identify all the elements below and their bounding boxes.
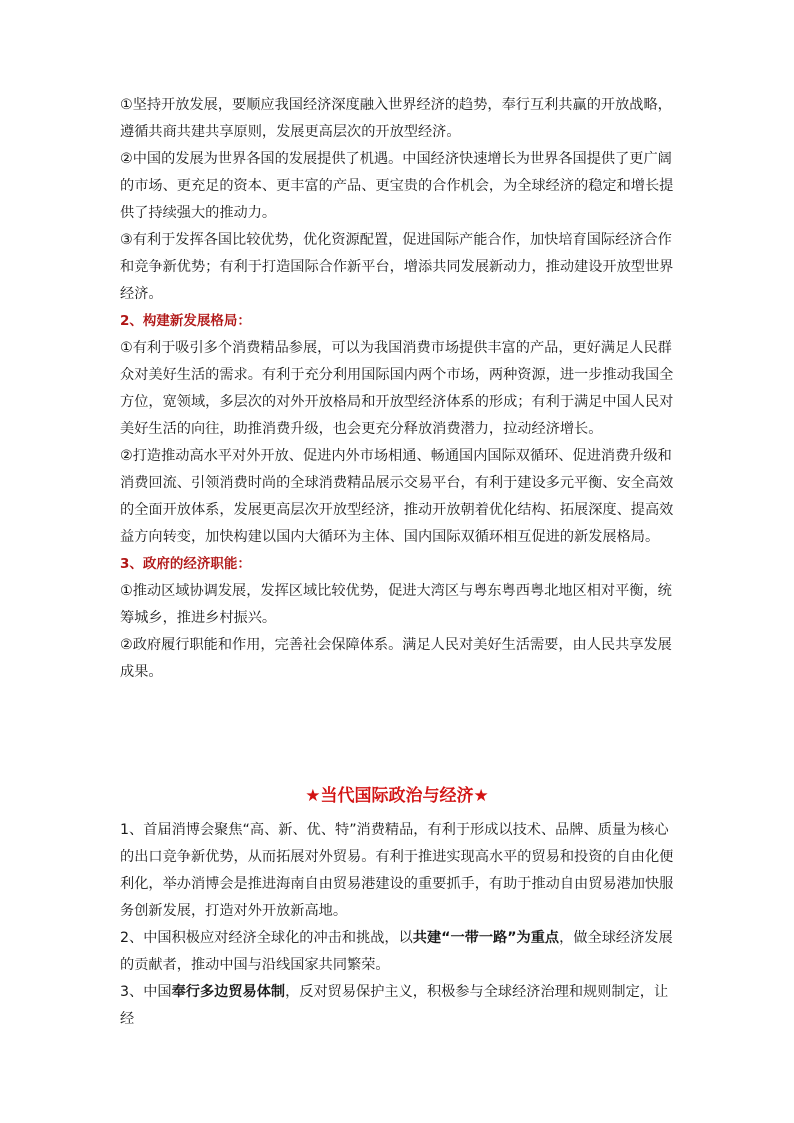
text: 2、中国积极应对经济全球化的冲击和挑战，以 — [120, 930, 413, 946]
paragraph-4: ①有利于吸引多个消费精品参展，可以为我国消费市场提供丰富的产品，更好满足人民群众对美好生活的需求。有利于充分利用国际国内两个市场，两种资源，进一步推动我国全方位，宽领域，多层次的对外开放格局和开放型经济体系的形成；有利于满足中国人民对美好生活的向往，助推消费升级，也会更充分释放消费潜力，拉动经济增长。 — [120, 340, 674, 437]
bold-text: 奉行多边贸易体制 — [171, 984, 286, 1000]
paragraph-7: ②政府履行职能和作用，完善社会保障体系。满足人民对美好生活需要，由人民共享发展成果。 — [120, 637, 672, 680]
heading-government-economic-functions: 3、政府的经济职能： — [120, 556, 251, 572]
paragraph-10 — [120, 979, 680, 1033]
paragraph-1: ①坚持开放发展，要顺应我国经济深度融入世界经济的趋势，奉行互利共赢的开放战略，遵循共商共建共享原则，发展更高层次的开放型经济。 — [120, 97, 672, 140]
section-international-economics — [120, 817, 680, 1033]
paragraph-8: 1、首届消博会聚焦“高、新、优、特”消费精品，有利于形成以技术、品牌、质量为核心的出口竞争新优势，从而拓展对外贸易。有利于推进实现高水平的贸易和投资的自由化便利化，举办消博会是推进海南自由贸易港建设的重要抓手，有助于推动自由贸易港加快服务创新发展，打造对外开放新高地。 — [120, 822, 674, 919]
paragraph-9 — [120, 925, 680, 979]
star-icon: ★ — [305, 786, 321, 806]
star-icon: ★ — [473, 786, 489, 806]
text: 3、中国 — [120, 984, 172, 1000]
text: ，做全球经济发展的贡献者，推动中国与沿线国家共同繁荣。 — [120, 930, 673, 973]
section-title-text: 当代国际政治与经济 — [320, 786, 474, 806]
paragraph-2: ②中国的发展为世界各国的发展提供了机遇。中国经济快速增长为世界各国提供了更广阔的市场、更充足的资本、更丰富的产品、更宝贵的合作机会，为全球经济的稳定和增长提供了持续强大的推动力。 — [120, 151, 674, 221]
heading-new-development-pattern: 2、构建新发展格局： — [120, 313, 251, 329]
text: ，反对贸易保护主义，积极参与全球经济治理和规则制定，让经 — [120, 984, 669, 1027]
paragraph-6: ①推动区域协调发展，发挥区域比较优势，促进大湾区与粤东粤西粤北地区相对平衡，统筹城乡，推进乡村振兴。 — [120, 583, 672, 626]
section-open-development — [120, 92, 680, 686]
bold-text: 共建“一带一路”为重点 — [412, 930, 560, 946]
section-title — [0, 781, 794, 811]
paragraph-3: ③有利于发挥各国比较优势，优化资源配置，促进国际产能合作，加快培育国际经济合作和竞争新优势；有利于打造国际合作新平台，增添共同发展新动力，推动建设开放型世界经济。 — [120, 232, 674, 302]
paragraph-5: ②打造推动高水平对外开放、促进内外市场相通、畅通国内国际双循环、促进消费升级和消费回流、引领消费时尚的全球消费精品展示交易平台，有利于建设多元平衡、安全高效的全面开放体系，发展更高层次开放型经济，推动开放朝着优化结构、拓展深度、提高效益方向转变，加快构建以国内大循环为主体、国内国际双循环相互促进的新发展格局。 — [120, 448, 674, 545]
